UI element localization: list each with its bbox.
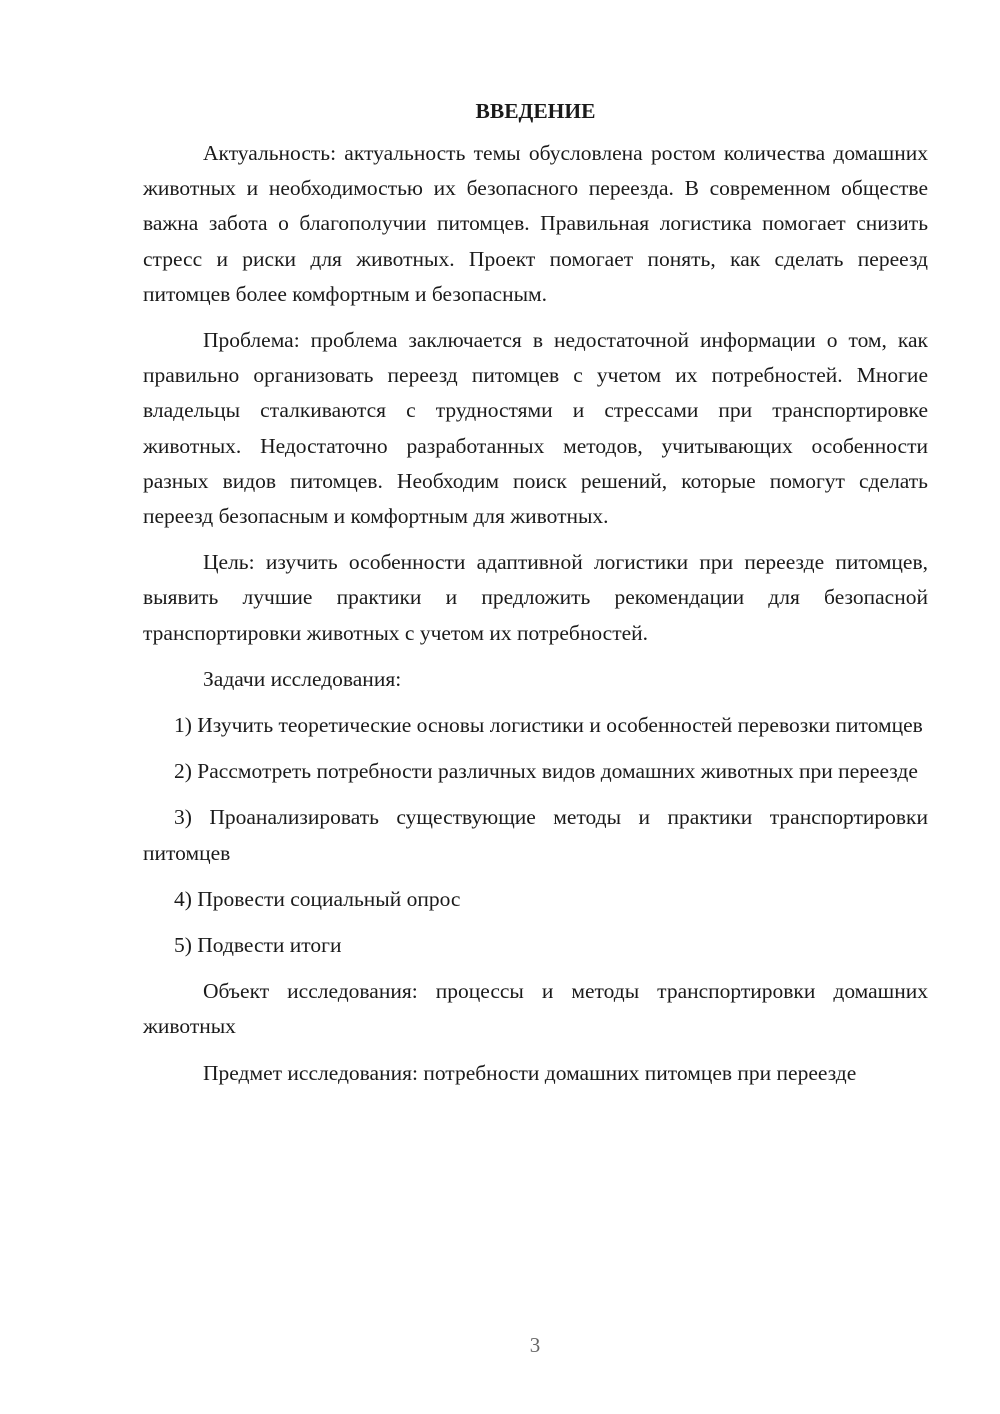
task-item-1: 1) Изучить теоретические основы логистики и особенностей перевозки питомцев xyxy=(174,713,923,738)
task-item-4: 4) Провести социальный опрос xyxy=(174,886,461,911)
section-heading: ВВЕДЕНИЕ xyxy=(475,99,596,123)
task-item-2: 2) Рассмотреть потребности различных видов домашних животных при переезде xyxy=(174,759,918,784)
task-item-5: 5) Подвести итоги xyxy=(174,933,342,958)
relevance-paragraph: Актуальность: актуальность темы обусловлена ростом количества домашних животных и необходимостью их безопасного переезда. В современном обществе важна забота о благополучии питомцев. Правильная логистика помогает снизить стресс и риски для животных. Проект помогает понять, как сделать переезд питомцев более комфортным и безопасным. xyxy=(143,141,928,306)
page-content xyxy=(143,95,928,1102)
goal-paragraph: Цель: изучить особенности адаптивной логистики при переезде питомцев, выявить лучшие практики и предложить рекомендации для безопасной транспортировки животных с учетом их потребностей. xyxy=(143,550,928,645)
task-item-3: 3) Проанализировать существующие методы и практики транспортировки питомцев xyxy=(143,805,928,865)
problem-paragraph: Проблема: проблема заключается в недостаточной информации о том, как правильно организовать переезд питомцев с учетом их потребностей. Многие владельцы сталкиваются с трудностями и стрессами при транспортировке животных. Недостаточно разработанных методов, учитывающих особенности разных видов питомцев. Необходим поиск решений, которые помогут сделать переезд безопасным и комфортным для животных. xyxy=(143,328,928,529)
tasks-heading: Задачи исследования: xyxy=(203,666,402,691)
subject-paragraph: Предмет исследования: потребности домашних питомцев при переезде xyxy=(203,1060,857,1085)
page-number: 3 xyxy=(529,1333,541,1357)
object-paragraph: Объект исследования: процессы и методы транспортировки домашних животных xyxy=(143,979,928,1039)
